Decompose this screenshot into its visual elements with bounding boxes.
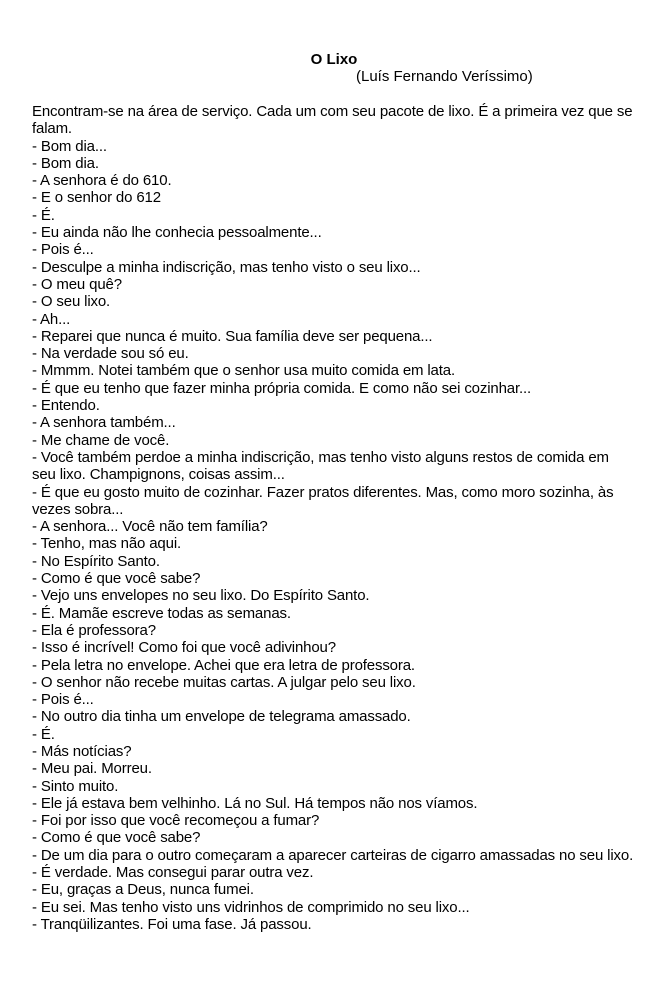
dialogue-line: - Bom dia... xyxy=(32,137,107,155)
dialogue-line: - É. xyxy=(32,206,55,224)
dialogue-line: - Foi por isso que você recomeçou a fumar? xyxy=(32,812,320,830)
dialogue-line: - A senhora... Você não tem família? xyxy=(32,518,268,536)
intro-paragraph: Encontram-se na área de serviço. Cada um com seu pacote de lixo. É a primeira vez que se falam. xyxy=(32,103,633,138)
dialogue-line: - Sinto muito. xyxy=(32,777,119,795)
dialogue-line: - O senhor não recebe muitas cartas. A julgar pelo seu lixo. xyxy=(32,673,416,691)
dialogue-line: - É. xyxy=(32,725,55,743)
dialogue-line: - Ela é professora? xyxy=(32,621,156,639)
dialogue-line: - Eu sei. Mas tenho visto uns vidrinhos de comprimido no seu lixo... xyxy=(32,898,470,916)
dialogue-line: - No outro dia tinha um envelope de telegrama amassado. xyxy=(32,708,411,726)
dialogue-line: - O seu lixo. xyxy=(32,293,111,311)
dialogue-line: - Mmmm. Notei também que o senhor usa muito comida em lata. xyxy=(32,362,455,380)
dialogue-line: - De um dia para o outro começaram a aparecer carteiras de cigarro amassadas no seu lixo. xyxy=(32,846,634,864)
dialogue-line: - Ele já estava bem velhinho. Lá no Sul. Há tempos não nos víamos. xyxy=(32,794,478,812)
dialogue-line: - Me chame de você. xyxy=(32,431,170,449)
dialogue-line: - Eu, graças a Deus, nunca fumei. xyxy=(32,881,254,899)
dialogue-line: - A senhora também... xyxy=(32,414,176,432)
dialogue-line: - Como é que você sabe? xyxy=(32,829,201,847)
dialogue-line: - É. Mamãe escreve todas as semanas. xyxy=(32,604,291,622)
dialogue-line: - Pois é... xyxy=(32,691,94,709)
dialogue-line: - É verdade. Mas consegui parar outra vez. xyxy=(32,864,314,882)
dialogue-line: - Más notícias? xyxy=(32,742,132,760)
dialogue-line: - Você também perdoe a minha indiscrição, mas tenho visto alguns restos de comida em seu lixo. Champignons, coisas assim... xyxy=(32,448,609,484)
dialogue-line: - Pela letra no envelope. Achei que era letra de professora. xyxy=(32,656,415,674)
dialogue-line: - E o senhor do 612 xyxy=(32,189,161,207)
dialogue-line: - Vejo uns envelopes no seu lixo. Do Espírito Santo. xyxy=(32,587,370,605)
dialogue-line: - Na verdade sou só eu. xyxy=(32,345,189,363)
dialogue-line: - Reparei que nunca é muito. Sua família deve ser pequena... xyxy=(32,327,433,345)
dialogue-line: - Tenho, mas não aqui. xyxy=(32,535,182,553)
dialogue-line: - O meu quê? xyxy=(32,275,122,293)
document-body xyxy=(32,103,636,933)
dialogue-line: - É que eu tenho que fazer minha própria comida. E como não sei cozinhar... xyxy=(32,379,532,397)
dialogue-line: - Eu ainda não lhe conhecia pessoalmente... xyxy=(32,224,322,242)
dialogue-line: - É que eu gosto muito de cozinhar. Fazer pratos diferentes. Mas, como moro sozinha, às vezes sobra... xyxy=(32,483,614,518)
dialogue-line: - Meu pai. Morreu. xyxy=(32,760,152,778)
dialogue-line: - Bom dia. xyxy=(32,154,99,172)
document-title: O Lixo xyxy=(310,51,358,68)
dialogue-line: - Como é que você sabe? xyxy=(32,570,201,588)
dialogue-line: - Tranqüilizantes. Foi uma fase. Já passou. xyxy=(32,915,312,933)
dialogue-line: - Ah... xyxy=(32,310,71,328)
dialogue-line: - Desculpe a minha indiscrição, mas tenho visto o seu lixo... xyxy=(32,258,421,276)
dialogue-line: - Entendo. xyxy=(32,397,100,415)
dialogue-line: - Pois é... xyxy=(32,241,94,259)
document-author: (Luís Fernando Veríssimo) xyxy=(356,68,533,85)
dialogue-line: - No Espírito Santo. xyxy=(32,552,160,570)
dialogue-line: - Isso é incrível! Como foi que você adivinhou? xyxy=(32,639,336,657)
dialogue-line: - A senhora é do 610. xyxy=(32,172,172,190)
